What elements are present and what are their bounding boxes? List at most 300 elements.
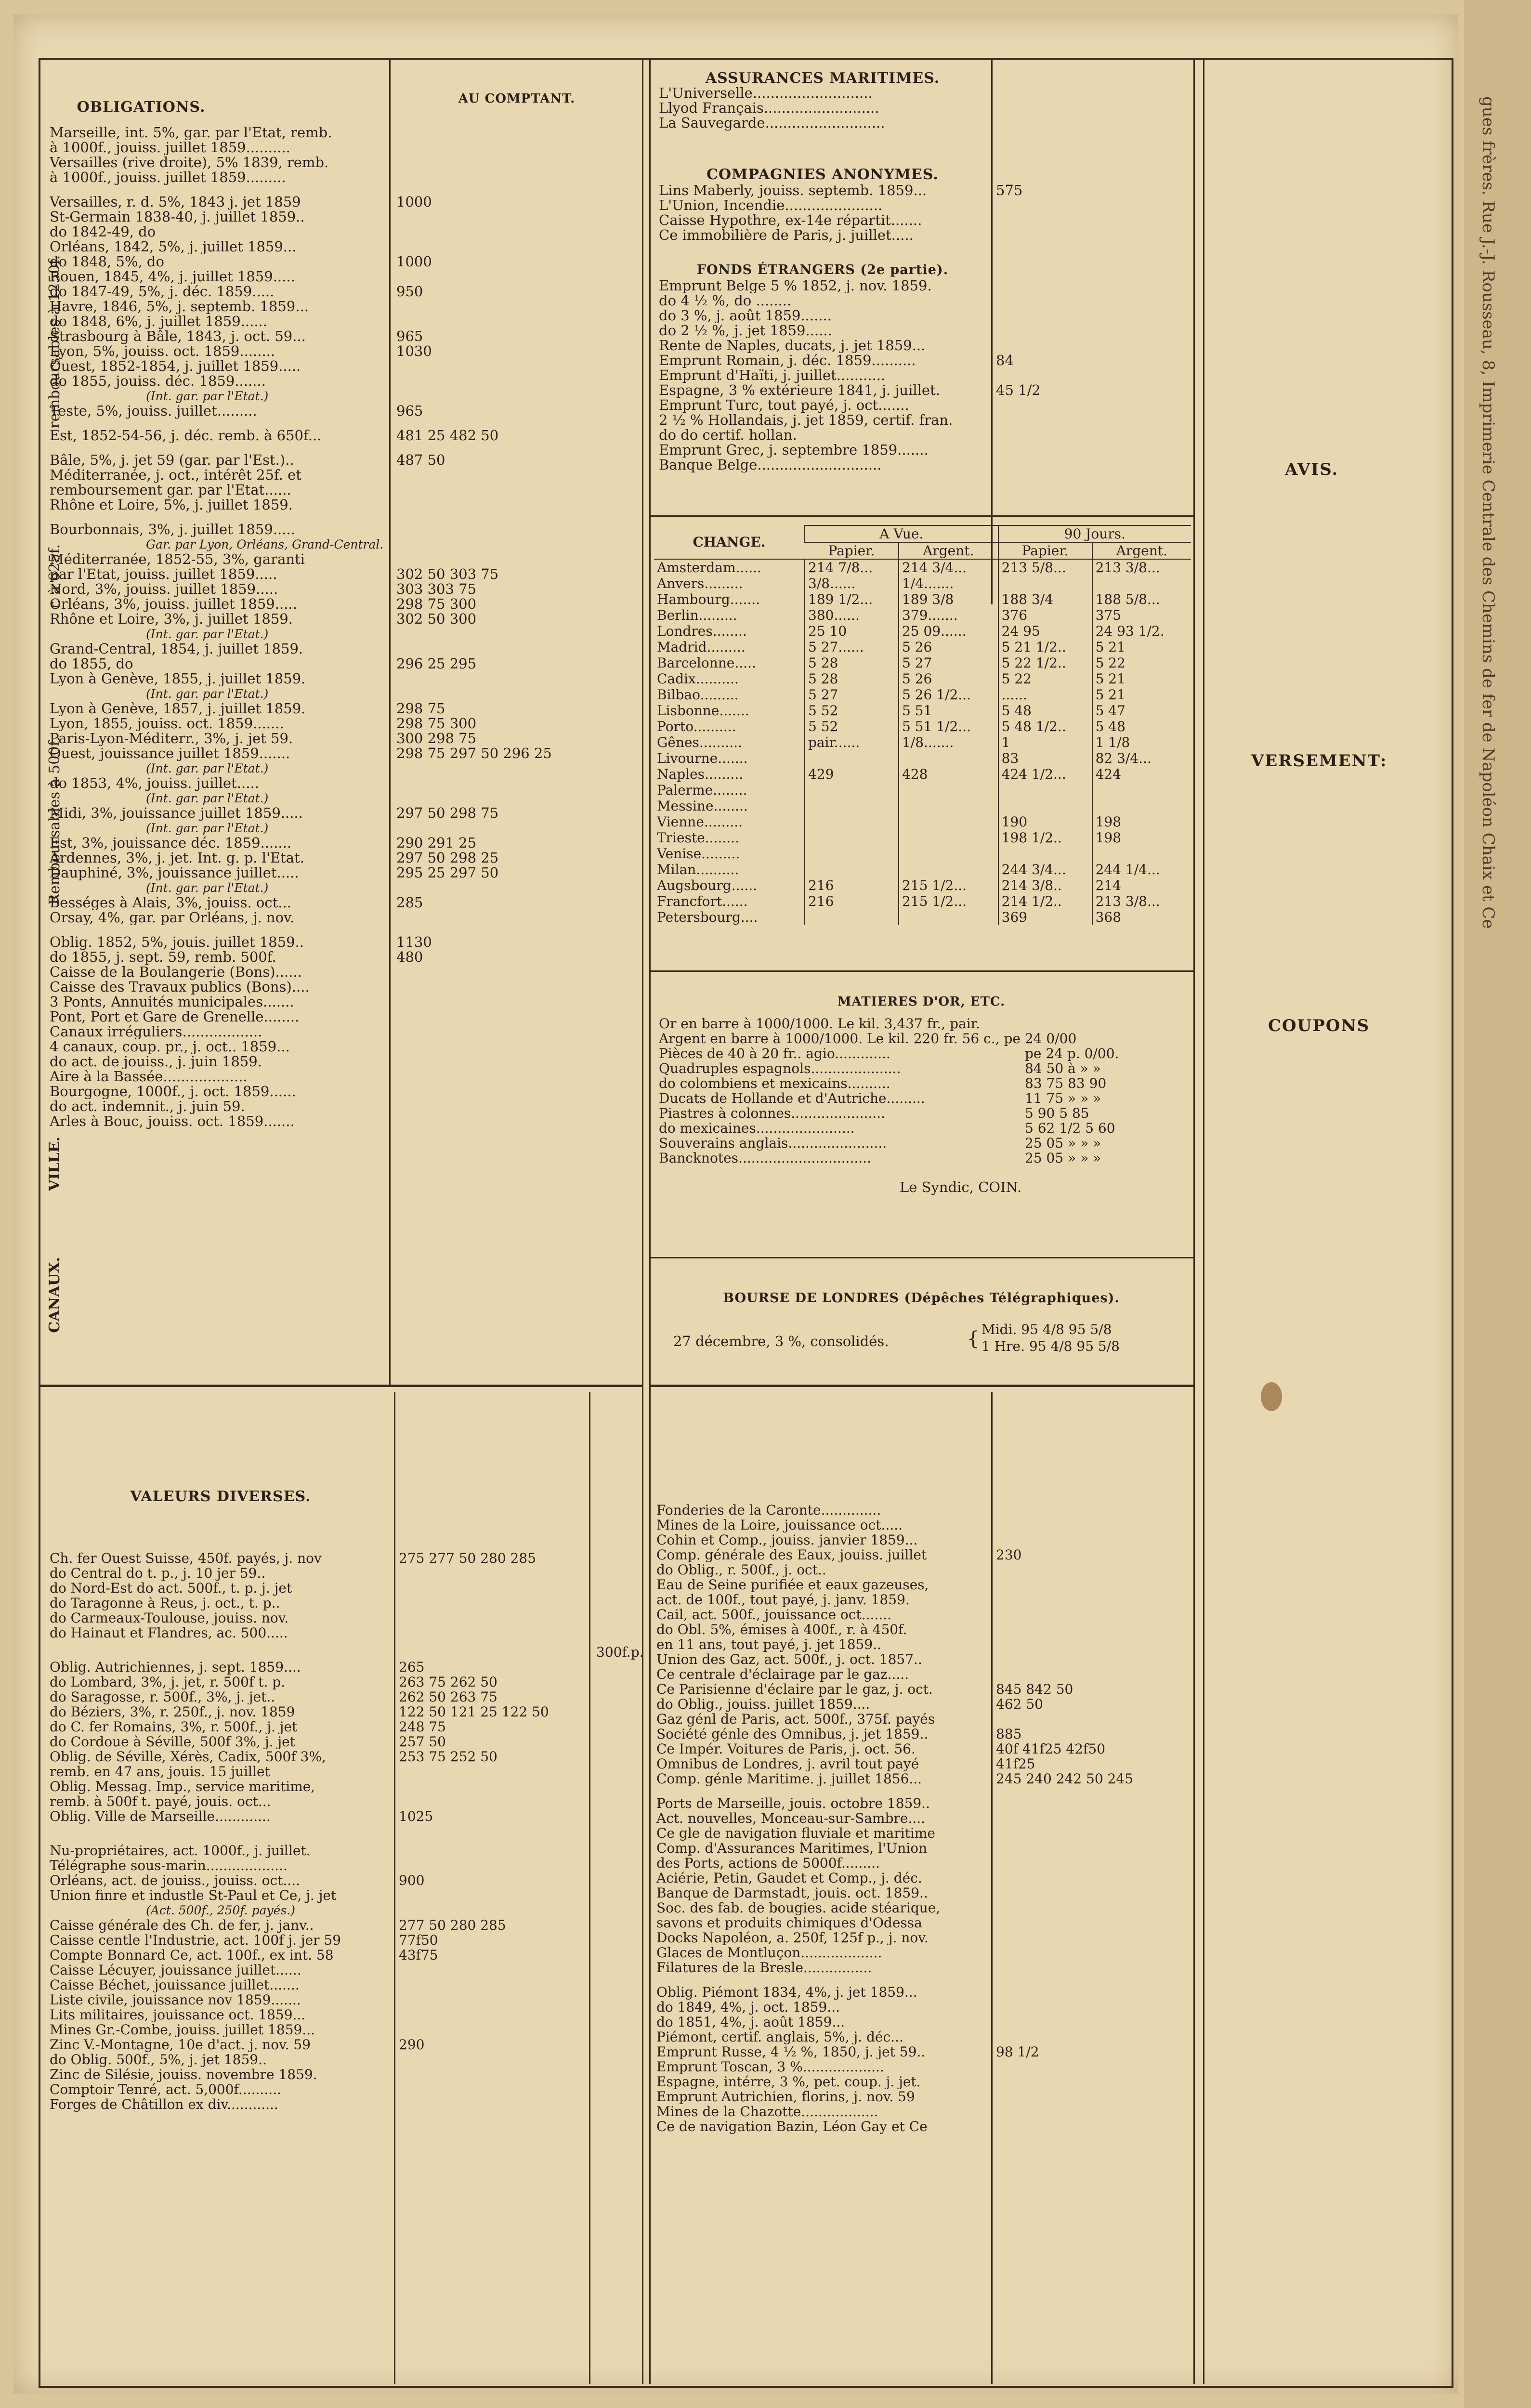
anonymes-value — [996, 228, 1189, 243]
change-rate — [998, 798, 1092, 814]
obligations-item: Aire à la Bassée................... — [50, 1069, 248, 1084]
obligations-value — [396, 512, 637, 522]
valeurs-right-item: do 1851, 4%, j. août 1859... — [656, 2015, 845, 2029]
valeurs-left-value — [399, 1650, 589, 1660]
valeurs-left-item: do C. fer Romains, 3%, r. 500f., j. jet — [50, 1719, 298, 1734]
valeurs-right-item: Emprunt Russe, 4 ½ %, 1850, j. jet 59.. — [656, 2044, 926, 2059]
papier-header: Papier. — [998, 542, 1092, 559]
change-rate — [998, 782, 1092, 798]
change-rate: 213 5/8... — [998, 559, 1092, 576]
obligations-item: Ouest, jouissance juillet 1859....... — [50, 746, 290, 761]
change-rate — [805, 862, 899, 877]
change-rate — [805, 846, 899, 862]
change-rate — [805, 782, 899, 798]
change-rate: 244 3/4... — [998, 862, 1092, 877]
valeurs-left-item: Oblig. de Séville, Xérès, Cadix, 500f 3%, — [50, 1749, 326, 1764]
obligations-item: Rhône et Loire, 5%, j. juillet 1859. — [50, 497, 293, 512]
change-rate: 5 52 — [805, 703, 899, 719]
valeurs-right-value — [996, 1985, 1191, 2000]
valeurs-left-item: Caisse centle l'Industrie, act. 100f j. jer 59 — [50, 1933, 341, 1948]
valeurs-right-value — [996, 1885, 1191, 1900]
change-city: Messine........ — [657, 798, 748, 814]
change-rate: 5 48 — [998, 703, 1092, 719]
valeurs-left-item: Télégraphe sous-marin................... — [50, 1858, 288, 1873]
change-rate: 25 09...... — [899, 623, 998, 639]
change-rate: 5 52 — [805, 719, 899, 734]
valeurs-left-item — [50, 1640, 394, 1650]
valeurs-right-value — [996, 1607, 1191, 1622]
londres-line: 27 décembre, 3 %, consolidés. — [673, 1333, 889, 1349]
obligations-item: Ardennes, 3%, j. jet. Int. g. p. l'Etat. — [50, 851, 304, 865]
change-city: Berlin......... — [657, 607, 737, 623]
obligations-value: 303 303 75 — [396, 581, 477, 597]
obligations-item: do 1847-49, 5%, j. déc. 1859..... — [50, 284, 275, 299]
obligations-item: Lyon, 5%, jouiss. oct. 1859........ — [50, 344, 275, 359]
valeurs-right-value: 845 842 50 — [996, 1681, 1073, 1697]
change-rate: 368 — [1092, 909, 1191, 925]
obligations-value — [396, 468, 637, 483]
change-rate: 214 3/8.. — [998, 877, 1092, 893]
change-city: Trieste........ — [657, 830, 739, 846]
assurance-item: Llyod Français.......................... — [659, 101, 879, 116]
valeurs-left-item: Oblig. Messag. Imp., service maritime, — [50, 1779, 315, 1794]
obligations-value: 1000 — [396, 253, 432, 270]
change-city: Hambourg....... — [657, 591, 760, 607]
change-rate: 5 48 1/2.. — [998, 719, 1092, 734]
assurances-list — [659, 86, 991, 131]
obligations-value: 302 50 303 75 — [396, 566, 499, 582]
valeurs-left-value — [399, 1992, 589, 2007]
matieres-item: Ducats de Hollande et d'Autriche......... — [659, 1091, 925, 1106]
change-rate — [899, 782, 998, 798]
fonds-value: 45 1/2 — [996, 382, 1041, 398]
change-rate: 5 51 1/2... — [899, 719, 998, 734]
obligations-item: Nord, 3%, jouiss. juillet 1859..... — [50, 582, 278, 597]
obligations-value — [396, 1039, 637, 1054]
change-row — [654, 687, 1191, 703]
assurance-item: L'Universelle........................... — [659, 86, 873, 101]
valeurs-left-value — [399, 2022, 589, 2037]
change-rate: 5 27 — [805, 687, 899, 703]
valeurs-right-value — [996, 1841, 1191, 1856]
valeurs-right-item: Gaz génl de Paris, act. 500f., 375f. payés — [656, 1712, 935, 1727]
change-rate: 5 27...... — [805, 639, 899, 655]
obligations-value: 1030 — [396, 343, 432, 359]
valeurs-right-value: 98 1/2 — [996, 2044, 1039, 2060]
valeurs-right-item: Société génle des Omnibus, j. jet 1859.. — [656, 1727, 929, 1741]
valeurs-left-item: Oblig. Ville de Marseille............. — [50, 1809, 271, 1824]
anonymes-item: Ce immobilière de Paris, j. juillet..... — [659, 228, 914, 243]
change-rate: 215 1/2... — [899, 893, 998, 909]
obligations-value: 965 — [396, 403, 423, 419]
obligations-value — [396, 185, 637, 195]
change-city: Amsterdam...... — [657, 560, 761, 576]
change-rate: pair...... — [805, 734, 899, 750]
obligations-item: Lyon à Genève, 1857, j. juillet 1859. — [50, 701, 306, 716]
obligations-item: Rhône et Loire, 3%, j. juillet 1859. — [50, 612, 293, 627]
change-row — [654, 576, 1191, 591]
change-rate: 214 7/8... — [805, 559, 899, 576]
valeurs-right-item: Comp. générale des Eaux, jouiss. juillet — [656, 1547, 927, 1562]
change-header: CHANGE. — [654, 525, 805, 559]
fonds-item: Emprunt Grec, j. septembre 1859....... — [659, 443, 929, 458]
obligations-item: Méditerranée, 1852-55, 3%, garanti — [50, 552, 305, 567]
newspaper-page — [13, 14, 1458, 2394]
change-rate — [805, 909, 899, 925]
valeurs-left-value — [399, 1596, 589, 1610]
valeurs-right-value: 462 50 — [996, 1696, 1043, 1712]
obligations-value: 298 75 297 50 296 25 — [396, 745, 552, 761]
change-rate: 188 5/8... — [1092, 591, 1191, 607]
valeurs-right-item: Ce gle de navigation fluviale et maritime — [656, 1826, 935, 1841]
valeurs-left-value — [399, 1963, 589, 1977]
valeurs-left-value — [399, 1888, 589, 1903]
change-row — [654, 862, 1191, 877]
valeurs-left-item: Union finre et industle St-Paul et Ce, j. jet — [50, 1888, 337, 1903]
valeurs-right-value — [996, 1796, 1191, 1811]
obligations-item: (Int. gar. par l'Etat.) — [146, 791, 269, 805]
valeurs-right-value — [996, 1532, 1191, 1547]
anonymes-values — [996, 183, 1189, 243]
change-rate — [1092, 798, 1191, 814]
valeurs-left-item: do Oblig. 500f., 5%, j. jet 1859.. — [50, 2052, 267, 2067]
obligations-value — [396, 125, 637, 140]
valeurs-left-item: Comptoir Tenré, act. 5,000f.......... — [50, 2082, 281, 2097]
valeurs-right-item: Cohin et Comp., jouiss. janvier 1859... — [656, 1532, 918, 1547]
obligations-item: Oblig. 1852, 5%, jouis. juillet 1859.. — [50, 935, 304, 950]
valeurs-left-item: do Hainaut et Flandres, ac. 500..... — [50, 1625, 288, 1640]
obligations-value — [396, 980, 637, 995]
londres-heure: 1 Hre. 95 4/8 95 5/8 — [981, 1338, 1120, 1354]
change-rate: 190 — [998, 814, 1092, 830]
change-rate: 213 3/8... — [1092, 893, 1191, 909]
valeurs-left-value: 290 — [399, 2037, 425, 2053]
valeurs-left-item: (Act. 500f., 250f. payés.) — [146, 1903, 295, 1917]
valeurs-right-item: Piémont, certif. anglais, 5%, j. déc... — [656, 2029, 903, 2044]
obligations-item: Méditerranée, j. oct., intérêt 25f. et — [50, 468, 301, 483]
change-row — [654, 607, 1191, 623]
obligations-item: Lyon à Genève, 1855, j. juillet 1859. — [50, 671, 306, 686]
valeurs-left-value: 263 75 262 50 — [399, 1674, 497, 1690]
obligations-value — [396, 239, 637, 254]
obligations-value: 290 291 25 — [396, 835, 477, 851]
obligations-item: Bourgogne, 1000f., j. oct. 1859...... — [50, 1084, 296, 1099]
valeurs-left-item — [50, 1833, 394, 1843]
change-city: Lisbonne....... — [657, 703, 749, 719]
change-rate — [805, 814, 899, 830]
fonds-item: 2 ½ % Hollandais, j. jet 1859, certif. fran. — [659, 413, 953, 428]
change-row — [654, 623, 1191, 639]
valeurs-right-value — [996, 2119, 1191, 2134]
valeurs-right-item: do Obl. 5%, émises à 400f., r. à 450f. — [656, 1622, 907, 1637]
obligations-value: 950 — [396, 283, 423, 300]
obligations-value — [396, 359, 637, 374]
valeurs-right-value — [996, 1975, 1191, 1985]
change-row — [654, 639, 1191, 655]
obligations-item: (Int. gar. par l'Etat.) — [146, 389, 269, 403]
valeurs-left-item: Mines Gr.-Combe, jouiss. juillet 1859... — [50, 2022, 315, 2037]
valeurs-right-value — [996, 1652, 1191, 1667]
matieres-value: 25 05 » » » — [1025, 1135, 1101, 1151]
valeurs-right-item: des Ports, actions de 5000f......... — [656, 1856, 880, 1871]
edge-imprint: gues frères. Rue J.-J. Rousseau, 8, Imprimerie Centrale des Chemins de fer de Napoléon Chaix et Ce — [1479, 96, 1498, 929]
obligations-item: à 1000f., jouiss. juillet 1859.......... — [50, 140, 290, 155]
fonds-item: Espagne, 3 % extérieure 1841, j. juillet. — [659, 383, 940, 398]
fonds-value — [996, 278, 1189, 293]
obligations-value — [396, 314, 637, 329]
obligations-value — [396, 1024, 637, 1039]
obligations-value — [396, 224, 637, 239]
obligations-item: Paris-Lyon-Méditerr., 3%, j. jet 59. — [50, 731, 293, 746]
obligations-value: 302 50 300 — [396, 611, 477, 627]
change-rate: 424 — [1092, 766, 1191, 782]
obligations-value: 480 — [396, 949, 423, 965]
obligations-value — [396, 522, 637, 537]
rule — [589, 1392, 590, 2384]
valeurs-right-item: en 11 ans, tout payé, j. jet 1859.. — [656, 1637, 881, 1652]
change-rate: 1 — [998, 734, 1092, 750]
matieres-item: do mexicaines....................... — [659, 1121, 855, 1136]
obligations-value — [396, 761, 637, 776]
obligations-item — [50, 419, 389, 428]
obligations-value — [396, 1099, 637, 1114]
obligations-value: 300 298 75 — [396, 730, 477, 746]
obligations-item — [50, 925, 389, 935]
obligations-item: Orléans, 3%, jouiss. juillet 1859..... — [50, 597, 297, 612]
matieres-value: 11 75 » » » — [1025, 1090, 1101, 1106]
valeurs-left-item: Compte Bonnard Ce, act. 100f., ex int. 58 — [50, 1948, 334, 1963]
valeurs-left-item: do Béziers, 3%, r. 250f., j. nov. 1859 — [50, 1704, 295, 1719]
valeurs-left-item: do Taragonne à Reus, j. oct., t. p.. — [50, 1596, 280, 1610]
change-city: Cadix.......... — [657, 671, 739, 687]
valeurs-left-value: 253 75 252 50 — [399, 1749, 497, 1765]
valeurs-left-item: do Nord-Est do act. 500f., t. p. j. jet — [50, 1581, 292, 1596]
fonds-value — [996, 458, 1189, 472]
obligations-value — [396, 1054, 637, 1069]
valeurs-right-item: Comp. d'Assurances Maritimes, l'Union — [656, 1841, 928, 1856]
change-rate: 424 1/2... — [998, 766, 1092, 782]
obligations-item: Versailles, r. d. 5%, 1843 j. jet 1859 — [50, 195, 301, 209]
valeurs-right-value: 885 — [996, 1726, 1022, 1742]
change-row — [654, 877, 1191, 893]
valeurs-right-item: Mines de la Chazotte.................. — [656, 2104, 878, 2119]
change-row — [654, 703, 1191, 719]
obligations-value — [396, 389, 637, 404]
matieres-value — [1025, 1016, 1189, 1031]
avis-label: AVIS. — [1285, 460, 1339, 479]
change-rate — [998, 846, 1092, 862]
valeurs-left-value: 900 — [399, 1872, 425, 1888]
valeurs-left-value — [399, 1764, 589, 1779]
change-rate: 5 21 1/2.. — [998, 639, 1092, 655]
obligations-item: Grand-Central, 1854, j. juillet 1859. — [50, 641, 303, 656]
change-rate: 5 28 — [805, 655, 899, 671]
obligations-item: Havre, 1846, 5%, j. septemb. 1859... — [50, 299, 309, 314]
valeurs-right-value — [996, 1786, 1191, 1796]
change-rate: 379....... — [899, 607, 998, 623]
matieres-value — [1025, 1031, 1189, 1046]
valeurs-left-item: Lits militaires, jouissance oct. 1859... — [50, 2007, 306, 2022]
valeurs-right-value — [996, 1900, 1191, 1915]
valeurs-right-item: Ce Parisienne d'éclaire par le gaz, j. oct. — [656, 1682, 933, 1697]
valeurs-right-item: Glaces de Montluçon................... — [656, 1945, 882, 1960]
valeurs-right-value — [996, 1503, 1191, 1518]
obligations-value — [396, 1069, 637, 1084]
change-row — [654, 591, 1191, 607]
change-row — [654, 830, 1191, 846]
matieres-item: do colombiens et mexicains.......... — [659, 1076, 890, 1091]
valeurs-left-value: 257 50 — [399, 1734, 446, 1750]
fonds-value — [996, 308, 1189, 323]
valeurs-right-value — [996, 2015, 1191, 2029]
valeurs-right-item: Omnibus de Londres, j. avril tout payé — [656, 1756, 919, 1771]
valeurs-right-value — [996, 1826, 1191, 1841]
valeurs-left-value — [399, 2097, 589, 2112]
valeurs-right-value — [996, 1945, 1191, 1960]
change-rate: 375 — [1092, 607, 1191, 623]
valeurs-right-item: Filatures de la Bresle................ — [656, 1960, 872, 1975]
obligations-item: Orsay, 4%, gar. par Orléans, j. nov. — [50, 910, 295, 925]
obligations-value: 481 25 482 50 — [396, 427, 499, 444]
change-rate: 198 1/2.. — [998, 830, 1092, 846]
change-rate: 380...... — [805, 607, 899, 623]
change-rate: 189 1/2... — [805, 591, 899, 607]
change-rate — [805, 798, 899, 814]
obligations-value — [396, 671, 637, 686]
obligations-value: 298 75 — [396, 700, 445, 717]
valeurs-left-value — [399, 1824, 589, 1833]
change-city: Porto.......... — [657, 719, 736, 734]
valeurs-left-item: do Saragosse, r. 500f., 3%, j. jet.. — [50, 1689, 275, 1704]
change-rate — [1092, 576, 1191, 591]
obligations-item: Bâle, 5%, j. jet 59 (gar. par l'Est.).. — [50, 453, 294, 468]
change-rate: 5 22 1/2.. — [998, 655, 1092, 671]
obligations-value: 285 — [396, 894, 423, 911]
au-comptant-header: AU COMPTANT. — [458, 92, 576, 106]
change-city: Augsbourg...... — [657, 877, 758, 893]
change-rate: 216 — [805, 877, 899, 893]
argent-header: Argent. — [1092, 542, 1191, 559]
valeurs-right-item: do Oblig., jouiss. juillet 1859.... — [656, 1697, 870, 1712]
obligations-item: (Int. gar. par l'Etat.) — [146, 687, 269, 701]
obligations-item: Dauphiné, 3%, jouissance juillet..... — [50, 865, 299, 880]
valeurs-left-value — [399, 1625, 589, 1640]
versement-label: VERSEMENT: — [1251, 751, 1387, 771]
obligations-item: (Int. gar. par l'Etat.) — [146, 881, 269, 895]
change-rate: ...... — [998, 687, 1092, 703]
change-rate: 369 — [998, 909, 1092, 925]
matieres-item: Argent en barre à 1000/1000. Le kil. 220 fr. 56 c., pe 24 0/00 — [659, 1031, 1077, 1046]
obligations-item: do 1842-49, do — [50, 224, 156, 239]
valeurs-right-value — [996, 2029, 1191, 2044]
change-rate — [899, 909, 998, 925]
fonds-item: Emprunt d'Haïti, j. juillet........... — [659, 368, 886, 383]
matieres-value: pe 24 p. 0/00. — [1025, 1046, 1119, 1061]
rule — [389, 60, 391, 1385]
valeurs-left-item: Caisse générale des Ch. de fer, j. janv.. — [50, 1918, 314, 1933]
valeurs-right-item: Ce Impér. Voitures de Paris, j. oct. 56. — [656, 1741, 916, 1756]
change-rate: 216 — [805, 893, 899, 909]
change-rate: 5 28 — [805, 671, 899, 687]
valeurs-left-value — [399, 1843, 589, 1858]
change-city: Milan.......... — [657, 862, 739, 877]
fonds-item: do 2 ½ %, j. jet 1859...... — [659, 323, 832, 338]
change-city: Londres........ — [657, 623, 747, 639]
valeurs-right-value — [996, 1856, 1191, 1871]
anonymes-value: 575 — [996, 182, 1023, 198]
change-rate: 82 3/4... — [1092, 750, 1191, 766]
valeurs-left-item: Nu-propriétaires, act. 1000f., j. juillet. — [50, 1843, 311, 1858]
valeurs-right-value — [996, 1871, 1191, 1885]
change-city: Petersbourg.... — [657, 909, 758, 925]
obligations-value — [396, 686, 637, 701]
obligations-item: à 1000f., jouiss. juillet 1859......... — [50, 170, 286, 185]
fonds-item: do 3 %, j. août 1859....... — [659, 308, 832, 323]
fonds-value — [996, 368, 1189, 383]
obligations-value — [396, 791, 637, 806]
valeurs-left-value: 248 75 — [399, 1719, 446, 1735]
valeurs-right-value — [996, 1637, 1191, 1652]
valeurs-right-item: Cail, act. 500f., jouissance oct....... — [656, 1607, 892, 1622]
a-vue-header: A Vue. — [805, 525, 998, 542]
obligations-value — [396, 299, 637, 314]
valeurs-left-item: Ch. fer Ouest Suisse, 450f. payés, j. nov — [50, 1551, 322, 1566]
valeurs-left-item — [50, 1824, 394, 1833]
obligations-item: do 1855, j. sept. 59, remb. 500f. — [50, 950, 276, 965]
anonymes-item: Caisse Hypothre, ex-14e répartit....... — [659, 213, 922, 228]
valeurs-left-item: Caisse Lécuyer, jouissance juillet...... — [50, 1963, 301, 1977]
obligations-item — [50, 185, 389, 195]
obligations-item: (Int. gar. par l'Etat.) — [146, 627, 269, 641]
ink-stain — [1261, 1382, 1282, 1411]
matieres-value: 5 90 5 85 — [1025, 1105, 1089, 1121]
matieres-item: Or en barre à 1000/1000. Le kil. 3,437 fr., pair. — [659, 1016, 980, 1031]
90-jours-header: 90 Jours. — [998, 525, 1191, 542]
valeurs-right-value — [996, 2059, 1191, 2074]
change-rate — [899, 846, 998, 862]
fonds-value — [996, 398, 1189, 413]
change-rate: 5 26 1/2... — [899, 687, 998, 703]
valeurs-right-item: Aciérie, Petin, Gaudet et Comp., j. déc. — [656, 1871, 922, 1885]
obligations-value — [396, 965, 637, 980]
valeurs-right-item: Fonderies de la Caronte.............. — [656, 1503, 881, 1518]
fonds-value — [996, 323, 1189, 338]
coupons-label: COUPONS — [1268, 1016, 1370, 1035]
anonymes-value — [996, 198, 1189, 213]
valeurs-left-item: Caisse Béchet, jouissance juillet....... — [50, 1977, 300, 1992]
obligations-item: remboursement gar. par l'Etat...... — [50, 483, 291, 497]
obligations-item: Canaux irréguliers.................. — [50, 1024, 262, 1039]
change-rate: 428 — [899, 766, 998, 782]
obligations-value: 965 — [396, 328, 423, 344]
obligations-value: 298 75 300 — [396, 715, 477, 732]
matieres-values — [1025, 1016, 1189, 1165]
change-rate — [899, 798, 998, 814]
obligations-value — [396, 269, 637, 284]
change-rate: 214 3/4... — [899, 559, 998, 576]
obligations-value: 297 50 298 25 — [396, 850, 499, 866]
obligations-value: 1000 — [396, 194, 432, 210]
change-rate: 5 22 — [1092, 655, 1191, 671]
assurances-header: ASSURANCES MARITIMES. — [705, 70, 940, 87]
fonds-value: 84 — [996, 352, 1014, 368]
valeurs-header: VALEURS DIVERSES. — [130, 1488, 311, 1505]
valeurs-right-item — [656, 1975, 991, 1985]
change-city: Livourne....... — [657, 750, 748, 766]
change-rate — [805, 830, 899, 846]
valeurs-left-value: 275 277 50 280 285 — [399, 1550, 537, 1566]
valeurs-right-item: savons et produits chimiques d'Odessa — [656, 1915, 922, 1930]
